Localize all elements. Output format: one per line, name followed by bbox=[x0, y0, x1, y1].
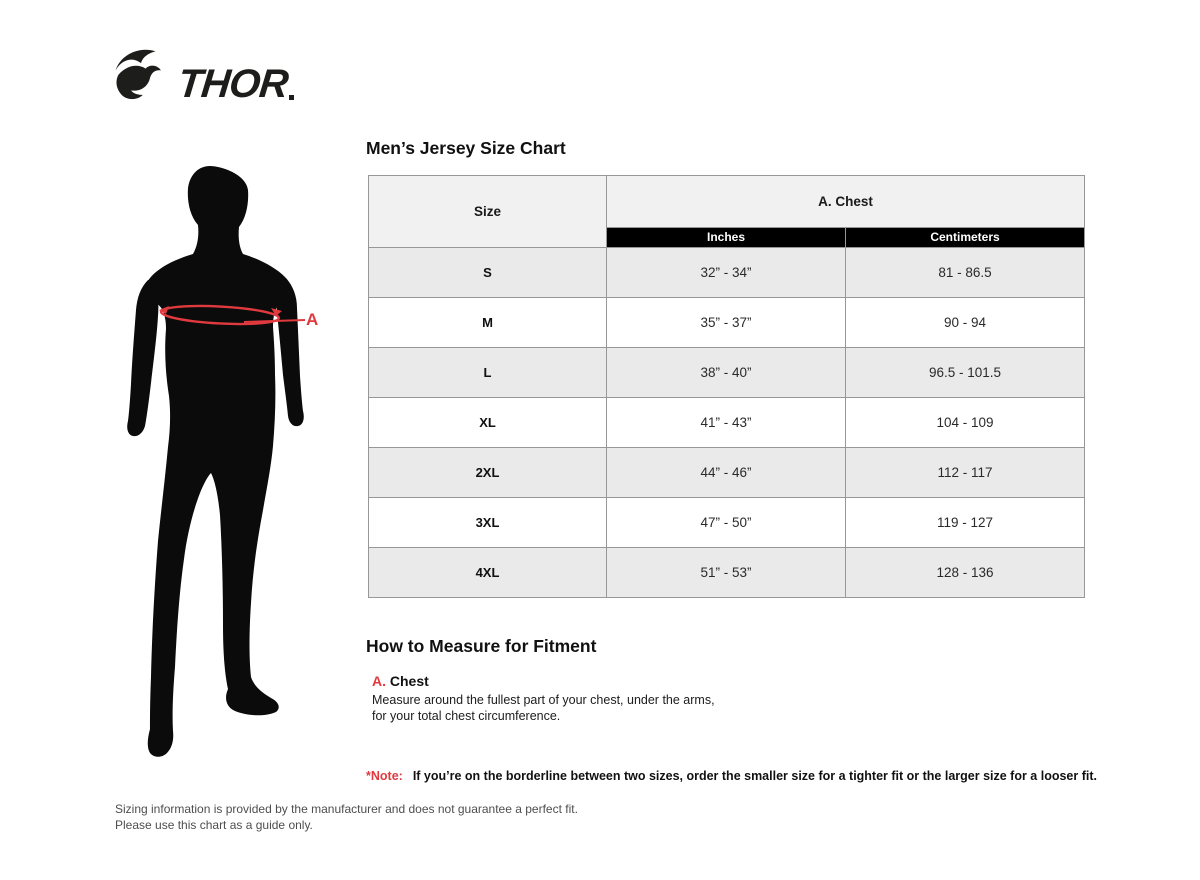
centimeters-value: 96.5 - 101.5 bbox=[846, 348, 1085, 398]
size-chart-table bbox=[368, 175, 1085, 598]
size-value: 3XL bbox=[369, 498, 607, 548]
column-header-centimeters: Centimeters bbox=[846, 228, 1085, 248]
disclaimer-line-1: Sizing information is provided by the manufacturer and does not guarantee a perfect fit. bbox=[115, 802, 578, 816]
size-value: XL bbox=[369, 398, 607, 448]
table-row bbox=[369, 548, 1085, 598]
table-row bbox=[369, 348, 1085, 398]
size-value: 2XL bbox=[369, 448, 607, 498]
inches-value: 47” - 50” bbox=[607, 498, 846, 548]
disclaimer-line-2: Please use this chart as a guide only. bbox=[115, 818, 313, 833]
silhouette-left-arm bbox=[127, 280, 158, 436]
brand-logo bbox=[112, 42, 294, 106]
inches-value: 41” - 43” bbox=[607, 398, 846, 448]
thor-goat-icon bbox=[112, 42, 170, 106]
table-row bbox=[369, 498, 1085, 548]
centimeters-value: 128 - 136 bbox=[846, 548, 1085, 598]
table-row bbox=[369, 298, 1085, 348]
note-label: *Note: bbox=[366, 769, 403, 783]
table-row bbox=[369, 248, 1085, 298]
centimeters-value: 112 - 117 bbox=[846, 448, 1085, 498]
inches-value: 38” - 40” bbox=[607, 348, 846, 398]
silhouette-right-arm bbox=[277, 278, 304, 426]
how-to-measure-title: How to Measure for Fitment bbox=[366, 636, 597, 656]
centimeters-value: 119 - 127 bbox=[846, 498, 1085, 548]
note-text: If you’re on the borderline between two sizes, order the smaller size for a tighter fit or the larger size for a looser fit. bbox=[412, 769, 1097, 783]
size-chart-title: Men’s Jersey Size Chart bbox=[366, 138, 566, 158]
measure-item-name: Chest bbox=[389, 673, 429, 689]
table-row bbox=[369, 398, 1085, 448]
measure-item-heading bbox=[372, 673, 728, 689]
trademark-dot bbox=[289, 95, 294, 100]
disclaimer bbox=[115, 801, 578, 833]
measure-item-description: Measure around the fullest part of your chest, under the arms, for your total chest circumference. bbox=[372, 693, 715, 723]
table-row bbox=[369, 448, 1085, 498]
measure-item-chest bbox=[372, 673, 728, 724]
column-header-inches: Inches bbox=[607, 228, 846, 248]
inches-value: 51” - 53” bbox=[607, 548, 846, 598]
size-value: L bbox=[369, 348, 607, 398]
column-header-chest: A. Chest bbox=[607, 176, 1085, 228]
centimeters-value: 81 - 86.5 bbox=[846, 248, 1085, 298]
inches-value: 44” - 46” bbox=[607, 448, 846, 498]
table-header-row bbox=[369, 176, 1085, 228]
male-silhouette-figure bbox=[118, 164, 318, 764]
brand-logo-text: THOR bbox=[175, 62, 290, 106]
sizing-note bbox=[366, 769, 1097, 783]
measure-item-letter: A. bbox=[372, 673, 386, 689]
inches-value: 35” - 37” bbox=[607, 298, 846, 348]
chest-marker-label: A bbox=[306, 310, 319, 329]
column-header-size: Size bbox=[369, 176, 607, 248]
silhouette-body bbox=[140, 166, 296, 757]
size-value: S bbox=[369, 248, 607, 298]
size-value: 4XL bbox=[369, 548, 607, 598]
size-value: M bbox=[369, 298, 607, 348]
centimeters-value: 90 - 94 bbox=[846, 298, 1085, 348]
centimeters-value: 104 - 109 bbox=[846, 398, 1085, 448]
inches-value: 32” - 34” bbox=[607, 248, 846, 298]
